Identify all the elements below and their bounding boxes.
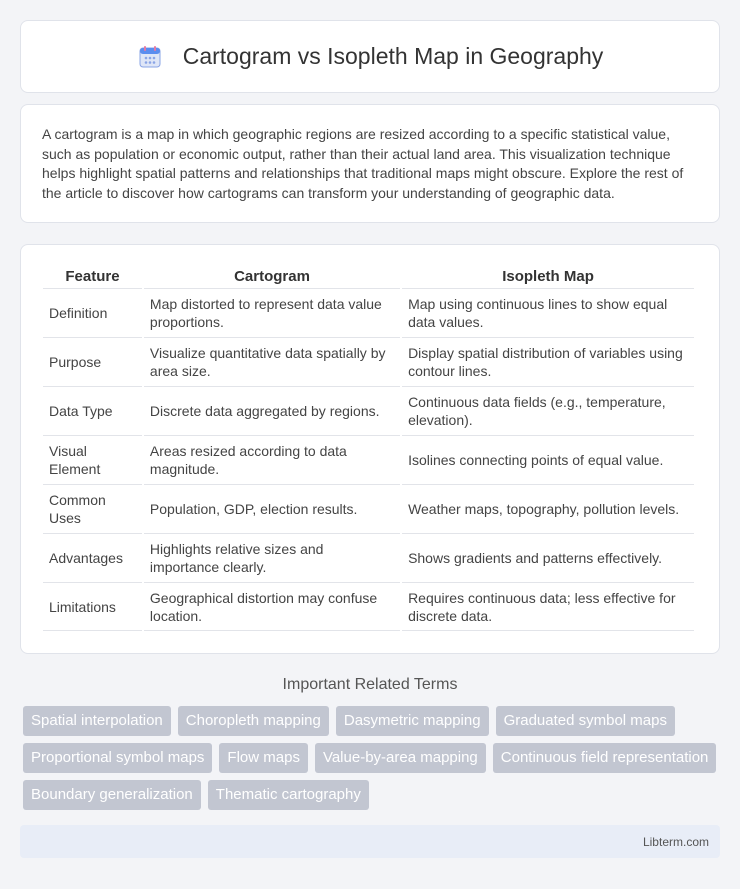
row-feature: Advantages [43,533,142,582]
related-term-tag[interactable]: Graduated symbol maps [496,706,675,736]
table-row [43,533,694,582]
table-row [43,386,694,435]
related-term-tag[interactable]: Thematic cartography [208,780,369,810]
row-feature: Visual Element [43,435,142,484]
table-row [43,288,694,337]
row-isopleth: Map using continuous lines to show equal data values. [402,288,694,337]
row-cartogram: Map distorted to represent data value proportions. [144,288,400,337]
comparison-table-card [20,244,720,654]
related-term-tag[interactable]: Proportional symbol maps [23,743,212,773]
calendar-icon [137,44,163,70]
related-term-tag[interactable]: Continuous field representation [493,743,717,773]
row-cartogram: Areas resized according to data magnitude. [144,435,400,484]
row-cartogram: Visualize quantitative data spatially by area size. [144,337,400,386]
table-row [43,435,694,484]
row-cartogram: Highlights relative sizes and importance clearly. [144,533,400,582]
row-cartogram: Discrete data aggregated by regions. [144,386,400,435]
related-term-tag[interactable]: Spatial interpolation [23,706,171,736]
table-row [43,582,694,631]
page-title: Cartogram vs Isopleth Map in Geography [182,43,604,69]
row-cartogram: Geographical distortion may confuse location. [144,582,400,631]
row-feature: Limitations [43,582,142,631]
row-isopleth: Isolines connecting points of equal value. [402,435,694,484]
related-term-tag[interactable]: Flow maps [219,743,308,773]
header-feature: Feature [65,268,120,285]
related-term-tag[interactable]: Choropleth mapping [178,706,329,736]
footer-site-link[interactable]: Libterm.com [642,834,709,849]
row-isopleth: Continuous data fields (e.g., temperature, elevation). [402,386,694,435]
related-term-tag[interactable]: Boundary generalization [23,780,201,810]
related-term-tag[interactable]: Value-by-area mapping [315,743,486,773]
row-isopleth: Display spatial distribution of variables using contour lines. [402,337,694,386]
intro-text: A cartogram is a map in which geographic regions are resized according to a specific statistical value, such as population or economic output, rather than their actual land area. This visualization technique helps highlight spatial patterns and relationships that traditional maps might obscure. Explore the rest of the article to discover how cartograms can transform your understanding of geographic data. [42,126,684,201]
comparison-table [41,266,696,631]
header-isopleth: Isopleth Map [502,268,594,285]
table-row [43,337,694,386]
row-feature: Data Type [43,386,142,435]
table-row [43,484,694,533]
row-feature: Definition [43,288,142,337]
row-isopleth: Weather maps, topography, pollution levels. [402,484,694,533]
row-feature: Common Uses [43,484,142,533]
row-cartogram: Population, GDP, election results. [144,484,400,533]
row-isopleth: Requires continuous data; less effective for discrete data. [402,582,694,631]
footer [20,825,720,858]
row-feature: Purpose [43,337,142,386]
table-header-row [43,266,694,288]
related-terms-title: Important Related Terms [282,676,458,693]
row-isopleth: Shows gradients and patterns effectively. [402,533,694,582]
header-cartogram: Cartogram [234,268,310,285]
intro-card [20,104,720,223]
header-card [20,20,720,93]
related-term-tag[interactable]: Dasymetric mapping [336,706,489,736]
related-terms-list [23,706,723,810]
